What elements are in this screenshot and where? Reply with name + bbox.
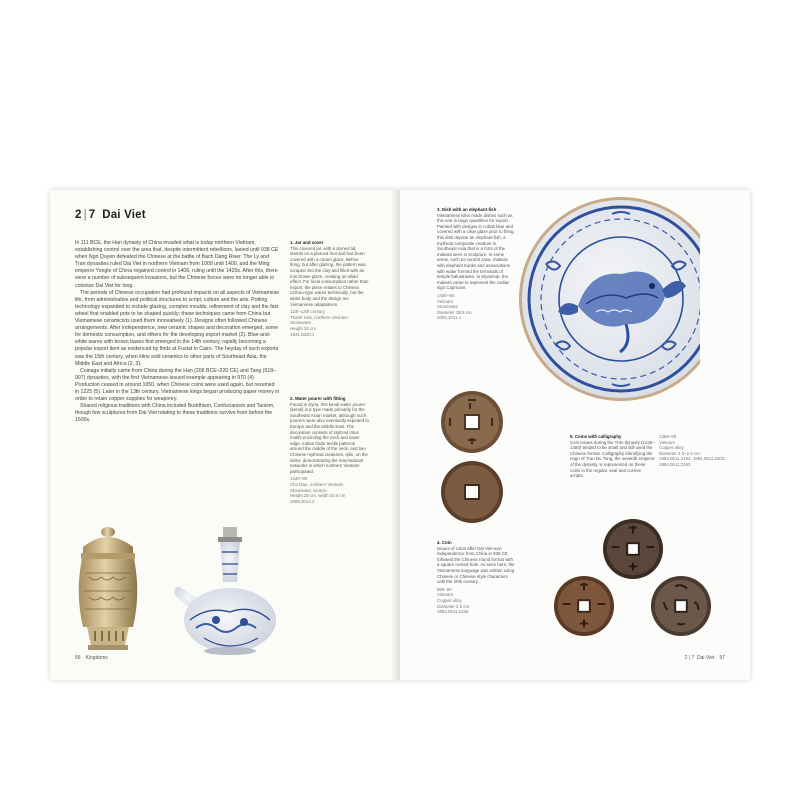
caption-meta — [290, 476, 370, 504]
caption-title: 4. Coin — [437, 540, 452, 545]
heading-divider: | — [83, 209, 87, 221]
paragraph-2: The periods of Chinese occupation had profound impacts on all aspects of Vietnamese life, from administrative and political structures to script, culture and the arts. Potting technology expanded to include glazing, complex moulds, refinement of clay and the fast wheel that enabled pots to be shaped quickly; these techniques came from China but Vietnamese ceramicists used them innovatively (1). Designs often followed Chinese arrangements. After independence, new ceramic shapes and decoration emerged, some for domestic consumption, and others for the developing export market (2). Blue-and-white wares with brown bases first emerged in the 14th century, rapidly becoming a popular export item as evidenced by finds at Fustat in Cairo. The heyday of such exports was the 15th century, when kilns sold ceramics to other parts of Southeast Asia, the Middle East and Africa (2, 3). — [75, 289, 280, 367]
meta-size: Diameter 38.5 cm — [437, 309, 472, 315]
meta-date: 1440–80 — [290, 476, 308, 482]
caption-text: Coin issues during the Tran dynasty (1225–1400) tended to be small and still used the Chinese format. Calligraphy identifying the reign of Tran Du Tong, the seventh emperor of the dynasty, is represented on these coins in the regular, seal and cursive scripts. — [570, 439, 655, 479]
jar-and-cover-image — [73, 523, 143, 658]
caption-meta — [437, 293, 515, 321]
section-title: Dai Viet — [102, 209, 146, 221]
meta-date: 1358–69 — [659, 434, 677, 439]
caption-text: This covered jar, with a domed lid, stands on a pierced foot and has been covered with a cream glaze. Before firing, but after glazing, the pattern was scraped into the clay and filled with an iron brown glaze, creating an inlaid effect. For local consumption rather than export, the piece relates to Chinese Cizhou-type wares technically, but the wider body and the design are Vietnamese adaptations. — [290, 245, 369, 307]
meta-place: Chu Dau, northern Vietnam — [290, 481, 344, 487]
folio-label: Kingdoms — [85, 655, 108, 661]
chapter-number: 2 — [75, 209, 82, 221]
meta-size: Height 26 cm — [290, 325, 316, 331]
paragraph-1: In 111 BCE, the Han dynasty of China invaded what is today northern Vietnam, establishing control over the area that, despite intermittent rebellions, lasted until 938 CE when Ngo Quyen defeated the Chinese at the battle of Bach Dang River. The Ly and Tran dynasties ruled Dai Viet in northern Vietnam from 1009 until 1400, and the Ming emperor Yongle of China regained control in 1406, ruling until the 1420s. After this, there were a number of subsequent invasions, but the Chinese forces were no longer able to colonize Dai Viet for long. — [75, 240, 279, 289]
caption-text: Issues of coins after Dai Viet won independence from China in 938 CE followed the Chinese round format with a square central hole. As seen here, the Vietnamese language was written using Chinese or Chinese-style characters until the 20th century. — [437, 545, 515, 585]
meta-place: Vietnam — [437, 592, 454, 598]
meta-place: Vietnam — [437, 298, 454, 304]
section-number: 7 — [691, 655, 695, 661]
body-text — [75, 240, 280, 424]
meta-registration: 1931,0320.1 — [290, 331, 315, 337]
caption-meta — [659, 434, 739, 468]
coin-seal-script-image — [553, 575, 615, 637]
meta-size: Diameter 2.5 cm — [437, 603, 470, 609]
caption-title: 3. Dish with an elephant-fish — [437, 207, 497, 212]
left-folio — [75, 655, 108, 661]
caption-text: Found in Syria, this kendi water pourer (kendi) is a type made primarily for the Southeast Asian market, although such pourers were also eventually exported to Europe and the Middle East. The decoration consists of stylized lotus motifs encircling the neck and lower edge, Indian trade textile patterns around the middle of the neck, and two Chinese mythical creatures, qilin, on the sides, demonstrating the international networks in which northern Vietnam participated. — [290, 401, 370, 474]
caption-jar — [290, 240, 370, 337]
meta-date: 968–80 — [437, 586, 452, 592]
coin-regular-script-image — [602, 518, 664, 580]
book-spread — [50, 190, 750, 680]
paragraph-3: Coinage initially came from China during the Han (206 BCE–220 CE) and Tang (618–907) dynasties, with the first Vietnamese-issued example appearing in 970 (4). Production ceased in around 1050, when Chinese coins were used again, but resumed in 1225 (5). Later in the 13th century, Vietnamese kings began producing paper money in order to retain copper supplies for weaponry. — [75, 367, 280, 403]
caption-meta — [290, 309, 370, 337]
meta-material: Stoneware — [437, 304, 458, 310]
meta-material: Stoneware — [290, 320, 311, 326]
meta-material: Copper alloy — [437, 597, 462, 603]
water-pourer-image — [168, 524, 278, 660]
caption-water-pourer — [290, 396, 370, 504]
chapter-number: 2 — [684, 655, 688, 661]
folio-label: Dai Viet — [697, 655, 715, 661]
meta-registration: 1884,0511.2194, 1884,0511.2203, — [659, 456, 726, 462]
meta-registration: 2006,3014.2 — [290, 498, 315, 504]
meta-registration: 2002,1011.1 — [437, 315, 462, 321]
meta-date: 11th–12th century — [290, 309, 325, 315]
coin-obverse-image — [440, 390, 504, 454]
meta-date: 1430–80 — [437, 292, 455, 298]
meta-registration: 1884,0511.2166 — [437, 609, 469, 615]
caption-coins-calligraphy — [570, 434, 655, 479]
section-number: 7 — [88, 209, 96, 221]
caption-meta — [437, 587, 515, 615]
coin-cursive-script-image — [650, 575, 712, 637]
caption-coins-calligraphy-meta — [659, 434, 739, 468]
meta-registration-cont: 1884,0511.2193 — [659, 461, 691, 467]
page-number: 56 — [75, 655, 81, 661]
right-folio: 2 | 7 Dai Viet 57 — [684, 655, 725, 661]
meta-size: Height 28 cm, width 20.4 cm — [290, 493, 346, 499]
caption-dish — [437, 207, 515, 321]
caption-title: 2. Water pourer with fitting — [290, 396, 346, 401]
meta-place: Thanh Hoá, northern Vietnam — [290, 314, 348, 320]
left-page — [50, 190, 400, 680]
caption-coin — [437, 540, 515, 615]
meta-place: Vietnam — [659, 439, 676, 445]
paragraph-4: Shared religious traditions with China included Buddhism, Confucianism and Taoism, though few sculptures from Dai Viet relating to these traditions survive from before the 1500s. — [75, 403, 275, 424]
page-title — [75, 209, 146, 221]
caption-text: Vietnamese kilns made dishes such as this one in large quantities for export. Painted with designs in cobalt blue and covered with a clear glaze prior to firing, this dish depicts an elephant-fish, a mythical composite creature in Southeast Asia that is a form of the makara seen in sculpture. In some areas, such as central Java, makara with elephant trunks and associations with water formed the terminals of temple balustrades. In Myanmar, the makara came to represent the zodiac sign Capricorn. — [437, 212, 515, 291]
caption-title: 1. Jar and cover — [290, 240, 324, 245]
meta-material: Stoneware, bronze — [290, 487, 327, 493]
coin-reverse-image — [440, 460, 504, 524]
page-number: 57 — [719, 655, 725, 661]
elephant-fish-dish-image — [516, 194, 726, 404]
meta-material: Copper alloy — [659, 445, 684, 451]
caption-title: 5. Coins with calligraphy — [570, 434, 622, 439]
meta-size: Diameter 2.3–2.4 cm — [659, 450, 700, 456]
